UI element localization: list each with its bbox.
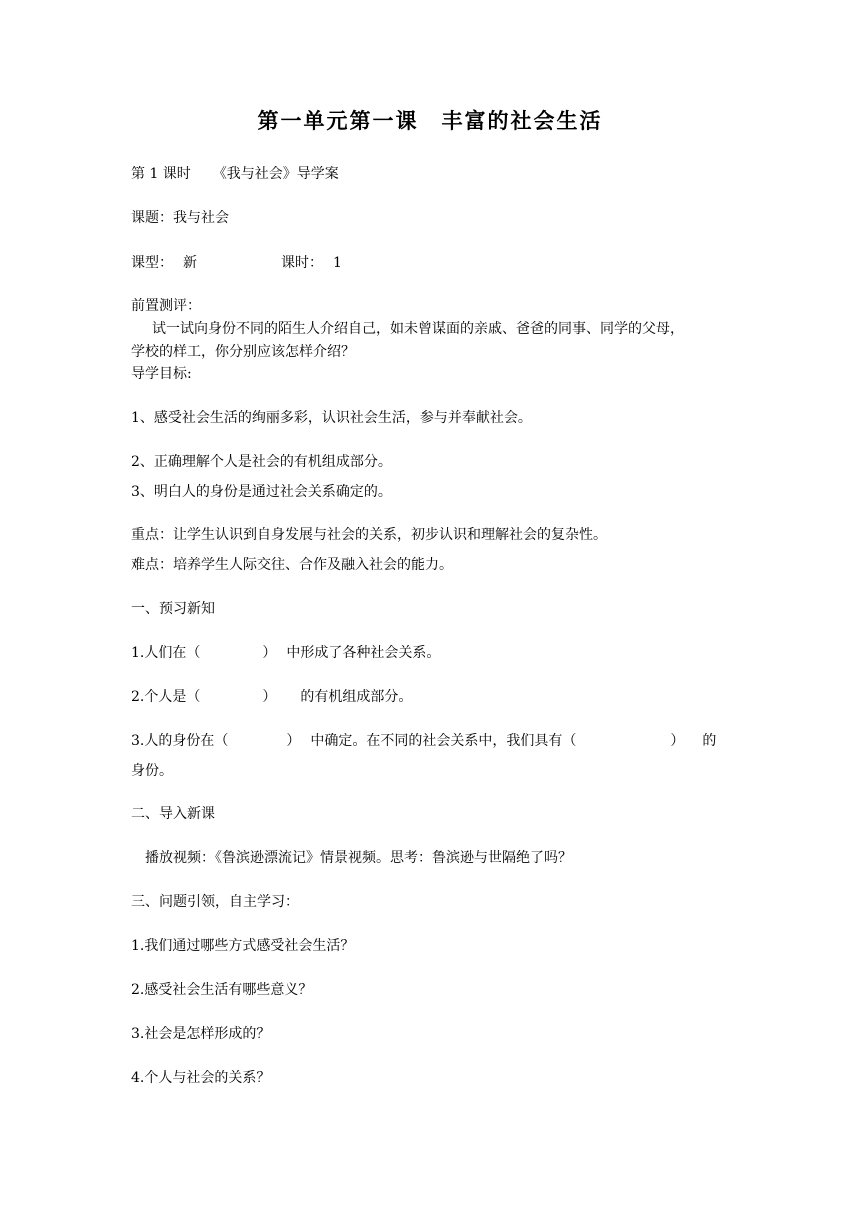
pretest-line-1: 试一试向身份不同的陌生人介绍自己，如未曾谋面的亲戚、爸爸的同事、同学的父母， bbox=[152, 321, 684, 337]
question-3-start: 3.人的身份在（ bbox=[131, 733, 229, 749]
lesson-name: 《我与社会》导学案 bbox=[212, 166, 339, 182]
question-1-close: ） bbox=[262, 645, 277, 661]
study-question-1: 1.我们通过哪些方式感受社会生活？ bbox=[131, 938, 355, 954]
goal-item-2: 2、正确理解个人是社会的有机组成部分。 bbox=[131, 454, 392, 470]
goals-heading: 导学目标: bbox=[131, 366, 192, 382]
document-title: 第一单元第一课 丰富的社会生活 bbox=[257, 109, 603, 133]
preview-question-3 bbox=[131, 732, 716, 750]
question-2-start: 2.个人是（ bbox=[131, 689, 201, 705]
question-3-close: ） bbox=[286, 733, 301, 749]
type-value: 新 bbox=[183, 255, 197, 271]
question-1-start: 1.人们在（ bbox=[131, 645, 201, 661]
goal-item-3: 3、明白人的身份是通过社会关系确定的。 bbox=[131, 484, 392, 500]
question-2-close: ） bbox=[262, 689, 277, 705]
topic-label: 课题： bbox=[131, 210, 173, 226]
type-label: 课型： bbox=[131, 255, 173, 271]
topic-value: 我与社会 bbox=[173, 210, 229, 226]
topic-line bbox=[131, 209, 229, 227]
section-2-heading: 二、导入新课 bbox=[131, 806, 215, 822]
pretest-heading: 前置测评： bbox=[131, 298, 201, 314]
lesson-line bbox=[131, 165, 339, 183]
pretest-line-2: 学校的样工，你分别应该怎样介绍？ bbox=[131, 344, 355, 360]
study-question-2: 2.感受社会生活有哪些意义？ bbox=[131, 982, 313, 998]
lesson-number: 第 1 课时 bbox=[131, 166, 191, 182]
key-point: 重点：让学生认识到自身发展与社会的关系，初步认识和理解社会的复杂性。 bbox=[131, 527, 607, 543]
preview-question-3-cont: 身份。 bbox=[131, 763, 173, 779]
study-question-4: 4.个人与社会的关系？ bbox=[131, 1070, 271, 1086]
question-3-end: 的 bbox=[702, 733, 717, 749]
question-3-close-2: ） bbox=[670, 733, 685, 749]
goal-item-1: 1、感受社会生活的绚丽多彩，认识社会生活，参与并奉献社会。 bbox=[131, 410, 532, 426]
question-2-end: 的有机组成部分。 bbox=[300, 689, 413, 705]
section-1-heading: 一、预习新知 bbox=[131, 601, 215, 617]
difficulty: 难点：培养学生人际交往、合作及融入社会的能力。 bbox=[131, 557, 453, 573]
hours-value: 1 bbox=[333, 255, 342, 271]
type-line bbox=[131, 254, 342, 272]
question-3-middle: 中确定。在不同的社会关系中，我们具有（ bbox=[310, 733, 577, 749]
section-2-text: 播放视频：《鲁滨逊漂流记》情景视频。思考：鲁滨逊与世隔绝了吗？ bbox=[145, 850, 572, 866]
question-1-end: 中形成了各种社会关系。 bbox=[286, 645, 441, 661]
section-3-heading: 三、问题引领，自主学习： bbox=[131, 894, 299, 910]
hours-label: 课时： bbox=[281, 255, 323, 271]
study-question-3: 3.社会是怎样形成的？ bbox=[131, 1026, 271, 1042]
preview-question-1 bbox=[131, 644, 440, 662]
preview-question-2 bbox=[131, 688, 412, 706]
